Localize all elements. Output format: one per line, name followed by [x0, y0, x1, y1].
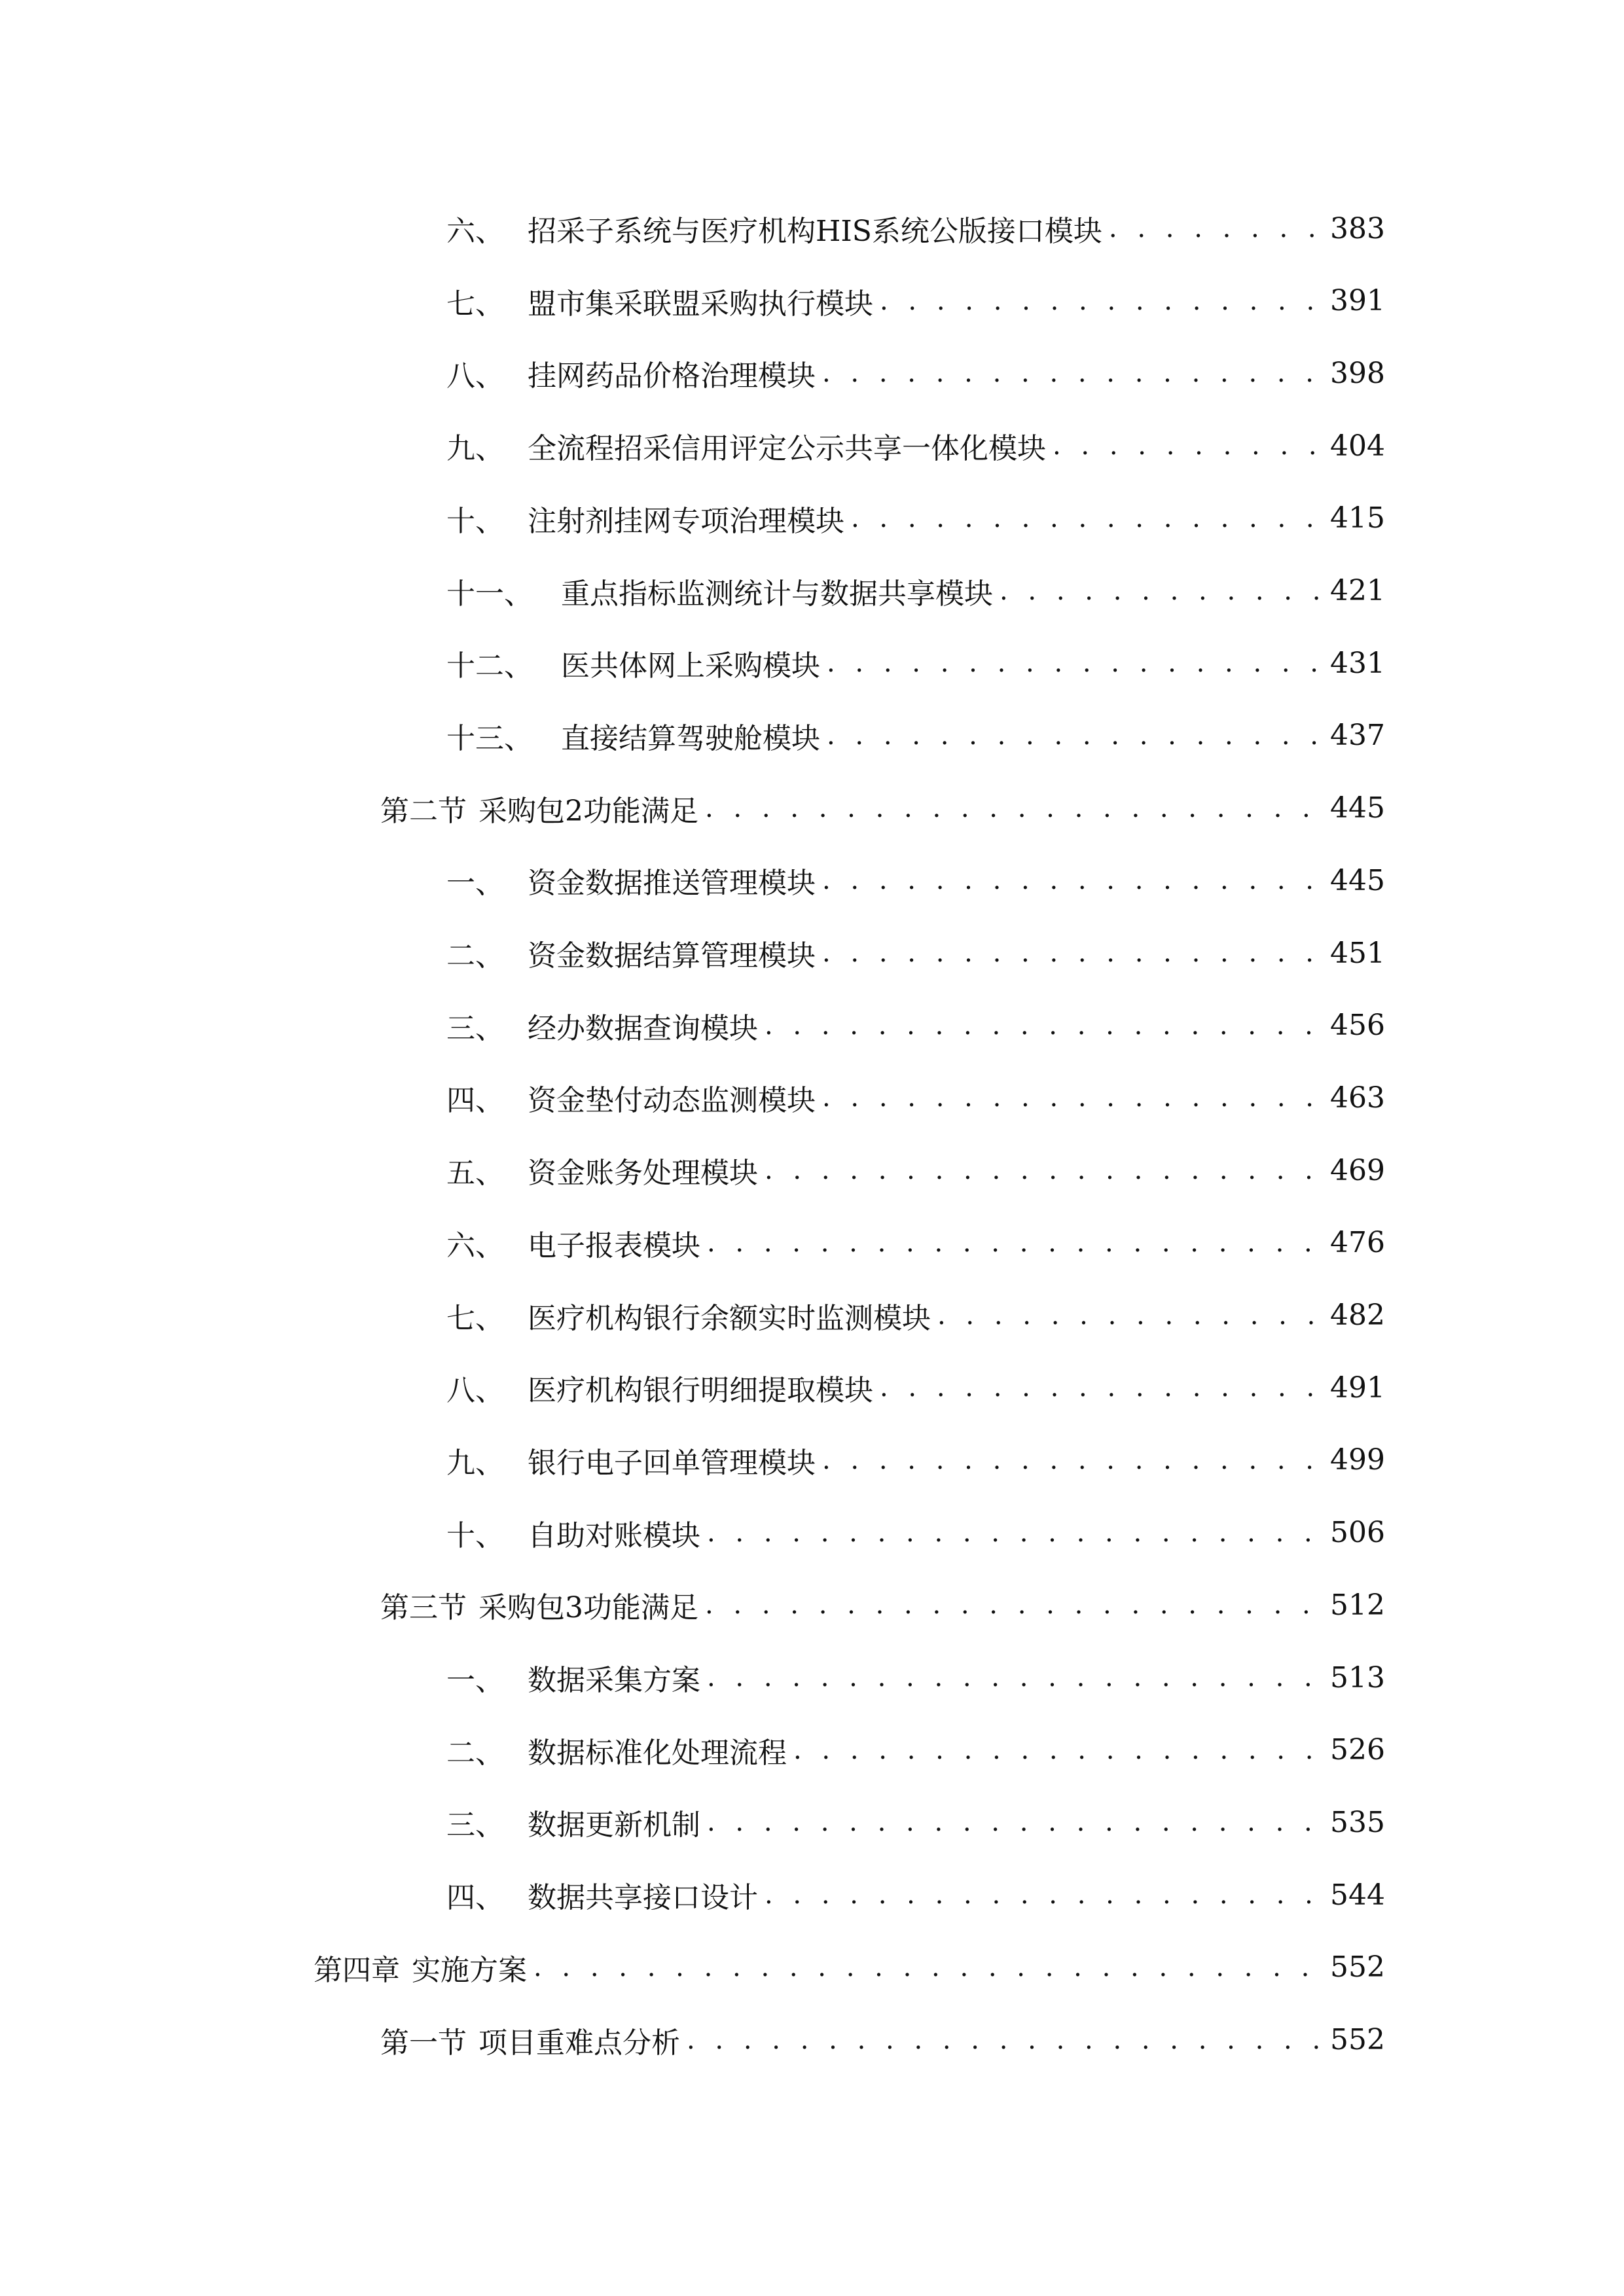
toc-entry-number: 五、: [446, 1157, 504, 1191]
toc-entry-number: 十一、: [446, 577, 533, 611]
dot-leader: [827, 648, 1324, 678]
toc-entry[interactable]: [0, 347, 1385, 399]
toc-entry[interactable]: [0, 854, 1385, 906]
toc-entry[interactable]: [0, 1071, 1385, 1124]
toc-entry-number: 三、: [446, 1808, 504, 1842]
toc-entry[interactable]: [0, 202, 1385, 255]
toc-entry[interactable]: [0, 782, 1385, 834]
toc-entry-title: 资金数据结算管理模块: [528, 939, 816, 973]
toc-entry-title: 项目重难点分析: [478, 2026, 680, 2060]
dot-leader: [822, 1083, 1324, 1113]
toc-entry-page: 526: [1330, 1733, 1385, 1767]
toc-entry-number: 二、: [446, 939, 504, 973]
toc-entry[interactable]: [0, 275, 1385, 327]
dot-leader: [880, 1372, 1324, 1403]
toc-entry-title: 注射剂挂网专项治理模块: [528, 504, 844, 538]
toc-entry[interactable]: [0, 565, 1385, 617]
toc-entry-number: 八、: [446, 359, 504, 393]
toc-entry-page: 491: [1330, 1371, 1385, 1405]
dot-leader: [707, 1228, 1324, 1258]
toc-entry-title: 自助对账模块: [528, 1518, 700, 1552]
dot-leader: [687, 2025, 1324, 2055]
toc-entry-title: 医疗机构银行明细提取模块: [528, 1374, 873, 1408]
toc-entry-title: 采购包2功能满足: [478, 794, 698, 828]
toc-entry-title: 医疗机构银行余额实时监测模块: [528, 1301, 931, 1335]
toc-entry[interactable]: [0, 1144, 1385, 1196]
dot-leader: [707, 1807, 1324, 1837]
dot-leader: [1053, 431, 1324, 461]
dot-leader: [765, 1880, 1324, 1910]
dot-leader: [705, 1590, 1324, 1620]
toc-entry-number: 九、: [446, 1446, 504, 1480]
toc-entry[interactable]: [0, 927, 1385, 979]
toc-entry-page: 415: [1330, 501, 1385, 535]
toc-entry-title: 招采子系统与医疗机构HIS系统公版接口模块: [528, 215, 1102, 248]
dot-leader: [793, 1735, 1324, 1765]
toc-entry[interactable]: [0, 999, 1385, 1052]
toc-entry-number: 七、: [446, 287, 504, 321]
toc-entry-page: 421: [1330, 574, 1385, 607]
toc-entry-page: 445: [1330, 791, 1385, 825]
toc-entry-number: 四、: [446, 1084, 504, 1118]
toc-entry-page: 482: [1330, 1299, 1385, 1332]
toc-entry[interactable]: [0, 1651, 1385, 1704]
toc-entry-page: 469: [1330, 1153, 1385, 1187]
dot-leader: [1000, 576, 1324, 606]
dot-leader: [827, 721, 1324, 751]
toc-entry-title: 实施方案: [412, 1953, 527, 1987]
toc-entry-number: 六、: [446, 215, 504, 248]
toc-entry-page: 544: [1330, 1878, 1385, 1912]
dot-leader: [707, 1662, 1324, 1693]
toc-entry-title: 采购包3功能满足: [478, 1591, 698, 1625]
toc-entry-number: 四、: [446, 1881, 504, 1915]
toc-entry-number: 十、: [446, 504, 504, 538]
toc-entry[interactable]: [0, 1724, 1385, 1776]
toc-entry-title: 资金数据推送管理模块: [528, 867, 816, 901]
toc-entry-page: 476: [1330, 1226, 1385, 1260]
toc-entry-number: 第三节: [380, 1591, 467, 1625]
toc-entry-page: 552: [1330, 1950, 1385, 1984]
toc-entry[interactable]: [0, 1941, 1385, 1994]
toc-entry-title: 数据更新机制: [528, 1808, 700, 1842]
toc-entry-number: 一、: [446, 1664, 504, 1697]
toc-entry-number: 二、: [446, 1736, 504, 1770]
dot-leader: [707, 1518, 1324, 1548]
toc-entry-number: 十、: [446, 1518, 504, 1552]
dot-leader: [822, 938, 1324, 968]
dot-leader: [937, 1300, 1324, 1331]
toc-entry-number: 第四章: [314, 1953, 400, 1987]
toc-entry-page: 451: [1330, 936, 1385, 970]
toc-entry-number: 第一节: [380, 2026, 467, 2060]
toc-entry[interactable]: [0, 637, 1385, 689]
dot-leader: [765, 1011, 1324, 1041]
dot-leader: [765, 1155, 1324, 1185]
toc-entry-page: 535: [1330, 1805, 1385, 1839]
toc-entry-page: 437: [1330, 719, 1385, 753]
toc-entry-title: 直接结算驾驶舱模块: [561, 721, 820, 755]
toc-entry[interactable]: [0, 1217, 1385, 1269]
toc-entry-title: 挂网药品价格治理模块: [528, 359, 816, 393]
toc-entry[interactable]: [0, 1796, 1385, 1848]
toc-entry-page: 391: [1330, 284, 1385, 318]
toc-entry-page: 512: [1330, 1588, 1385, 1622]
toc-entry-page: 506: [1330, 1516, 1385, 1550]
toc-entry[interactable]: [0, 1869, 1385, 1921]
toc-entry[interactable]: [0, 492, 1385, 545]
toc-entry-page: 463: [1330, 1081, 1385, 1115]
toc-entry[interactable]: [0, 2014, 1385, 2066]
dot-leader: [880, 286, 1324, 316]
toc-entry-page: 398: [1330, 356, 1385, 390]
toc-entry-page: 383: [1330, 211, 1385, 245]
toc-entry-title: 盟市集采联盟采购执行模块: [528, 287, 873, 321]
toc-entry[interactable]: [0, 1289, 1385, 1342]
dot-leader: [851, 503, 1324, 533]
toc-entry[interactable]: [0, 1434, 1385, 1486]
dot-leader: [822, 1445, 1324, 1475]
toc-entry-title: 经办数据查询模块: [528, 1011, 758, 1045]
toc-entry-number: 六、: [446, 1229, 504, 1263]
toc-entry-number: 九、: [446, 432, 504, 466]
toc-entry-title: 全流程招采信用评定公示共享一体化模块: [528, 432, 1046, 466]
toc-entry-title: 资金账务处理模块: [528, 1157, 758, 1191]
dot-leader: [533, 1952, 1324, 1982]
dot-leader: [822, 358, 1324, 388]
toc-entry-number: 第二节: [380, 794, 467, 828]
toc-entry[interactable]: [0, 1579, 1385, 1631]
toc-entry-number: 十三、: [446, 721, 533, 755]
toc-entry-title: 医共体网上采购模块: [561, 649, 820, 683]
toc-entry[interactable]: [0, 709, 1385, 762]
toc-entry-title: 资金垫付动态监测模块: [528, 1084, 816, 1118]
toc-entry-title: 数据采集方案: [528, 1664, 700, 1697]
toc-entry-page: 404: [1330, 429, 1385, 463]
toc-entry[interactable]: [0, 1361, 1385, 1414]
toc-entry[interactable]: [0, 1507, 1385, 1559]
toc-entry-page: 445: [1330, 863, 1385, 897]
toc-entry-title: 重点指标监测统计与数据共享模块: [561, 577, 993, 611]
toc-entry-page: 456: [1330, 1009, 1385, 1043]
toc-entry-number: 三、: [446, 1011, 504, 1045]
toc-entry-title: 银行电子回单管理模块: [528, 1446, 816, 1480]
toc-entry-number: 十二、: [446, 649, 533, 683]
toc-entry-title: 数据标准化处理流程: [528, 1736, 787, 1770]
toc-entry[interactable]: [0, 420, 1385, 472]
toc-entry-page: 513: [1330, 1660, 1385, 1695]
toc-entry-number: 八、: [446, 1374, 504, 1408]
toc-entry-number: 一、: [446, 867, 504, 901]
dot-leader: [822, 865, 1324, 895]
toc-entry-page: 552: [1330, 2023, 1385, 2056]
dot-leader: [1109, 213, 1324, 243]
toc-entry-title: 电子报表模块: [528, 1229, 700, 1263]
toc-entry-page: 499: [1330, 1443, 1385, 1477]
toc-entry-page: 431: [1330, 646, 1385, 680]
toc-entry-number: 七、: [446, 1301, 504, 1335]
dot-leader: [705, 793, 1324, 823]
toc-entry-title: 数据共享接口设计: [528, 1881, 758, 1915]
